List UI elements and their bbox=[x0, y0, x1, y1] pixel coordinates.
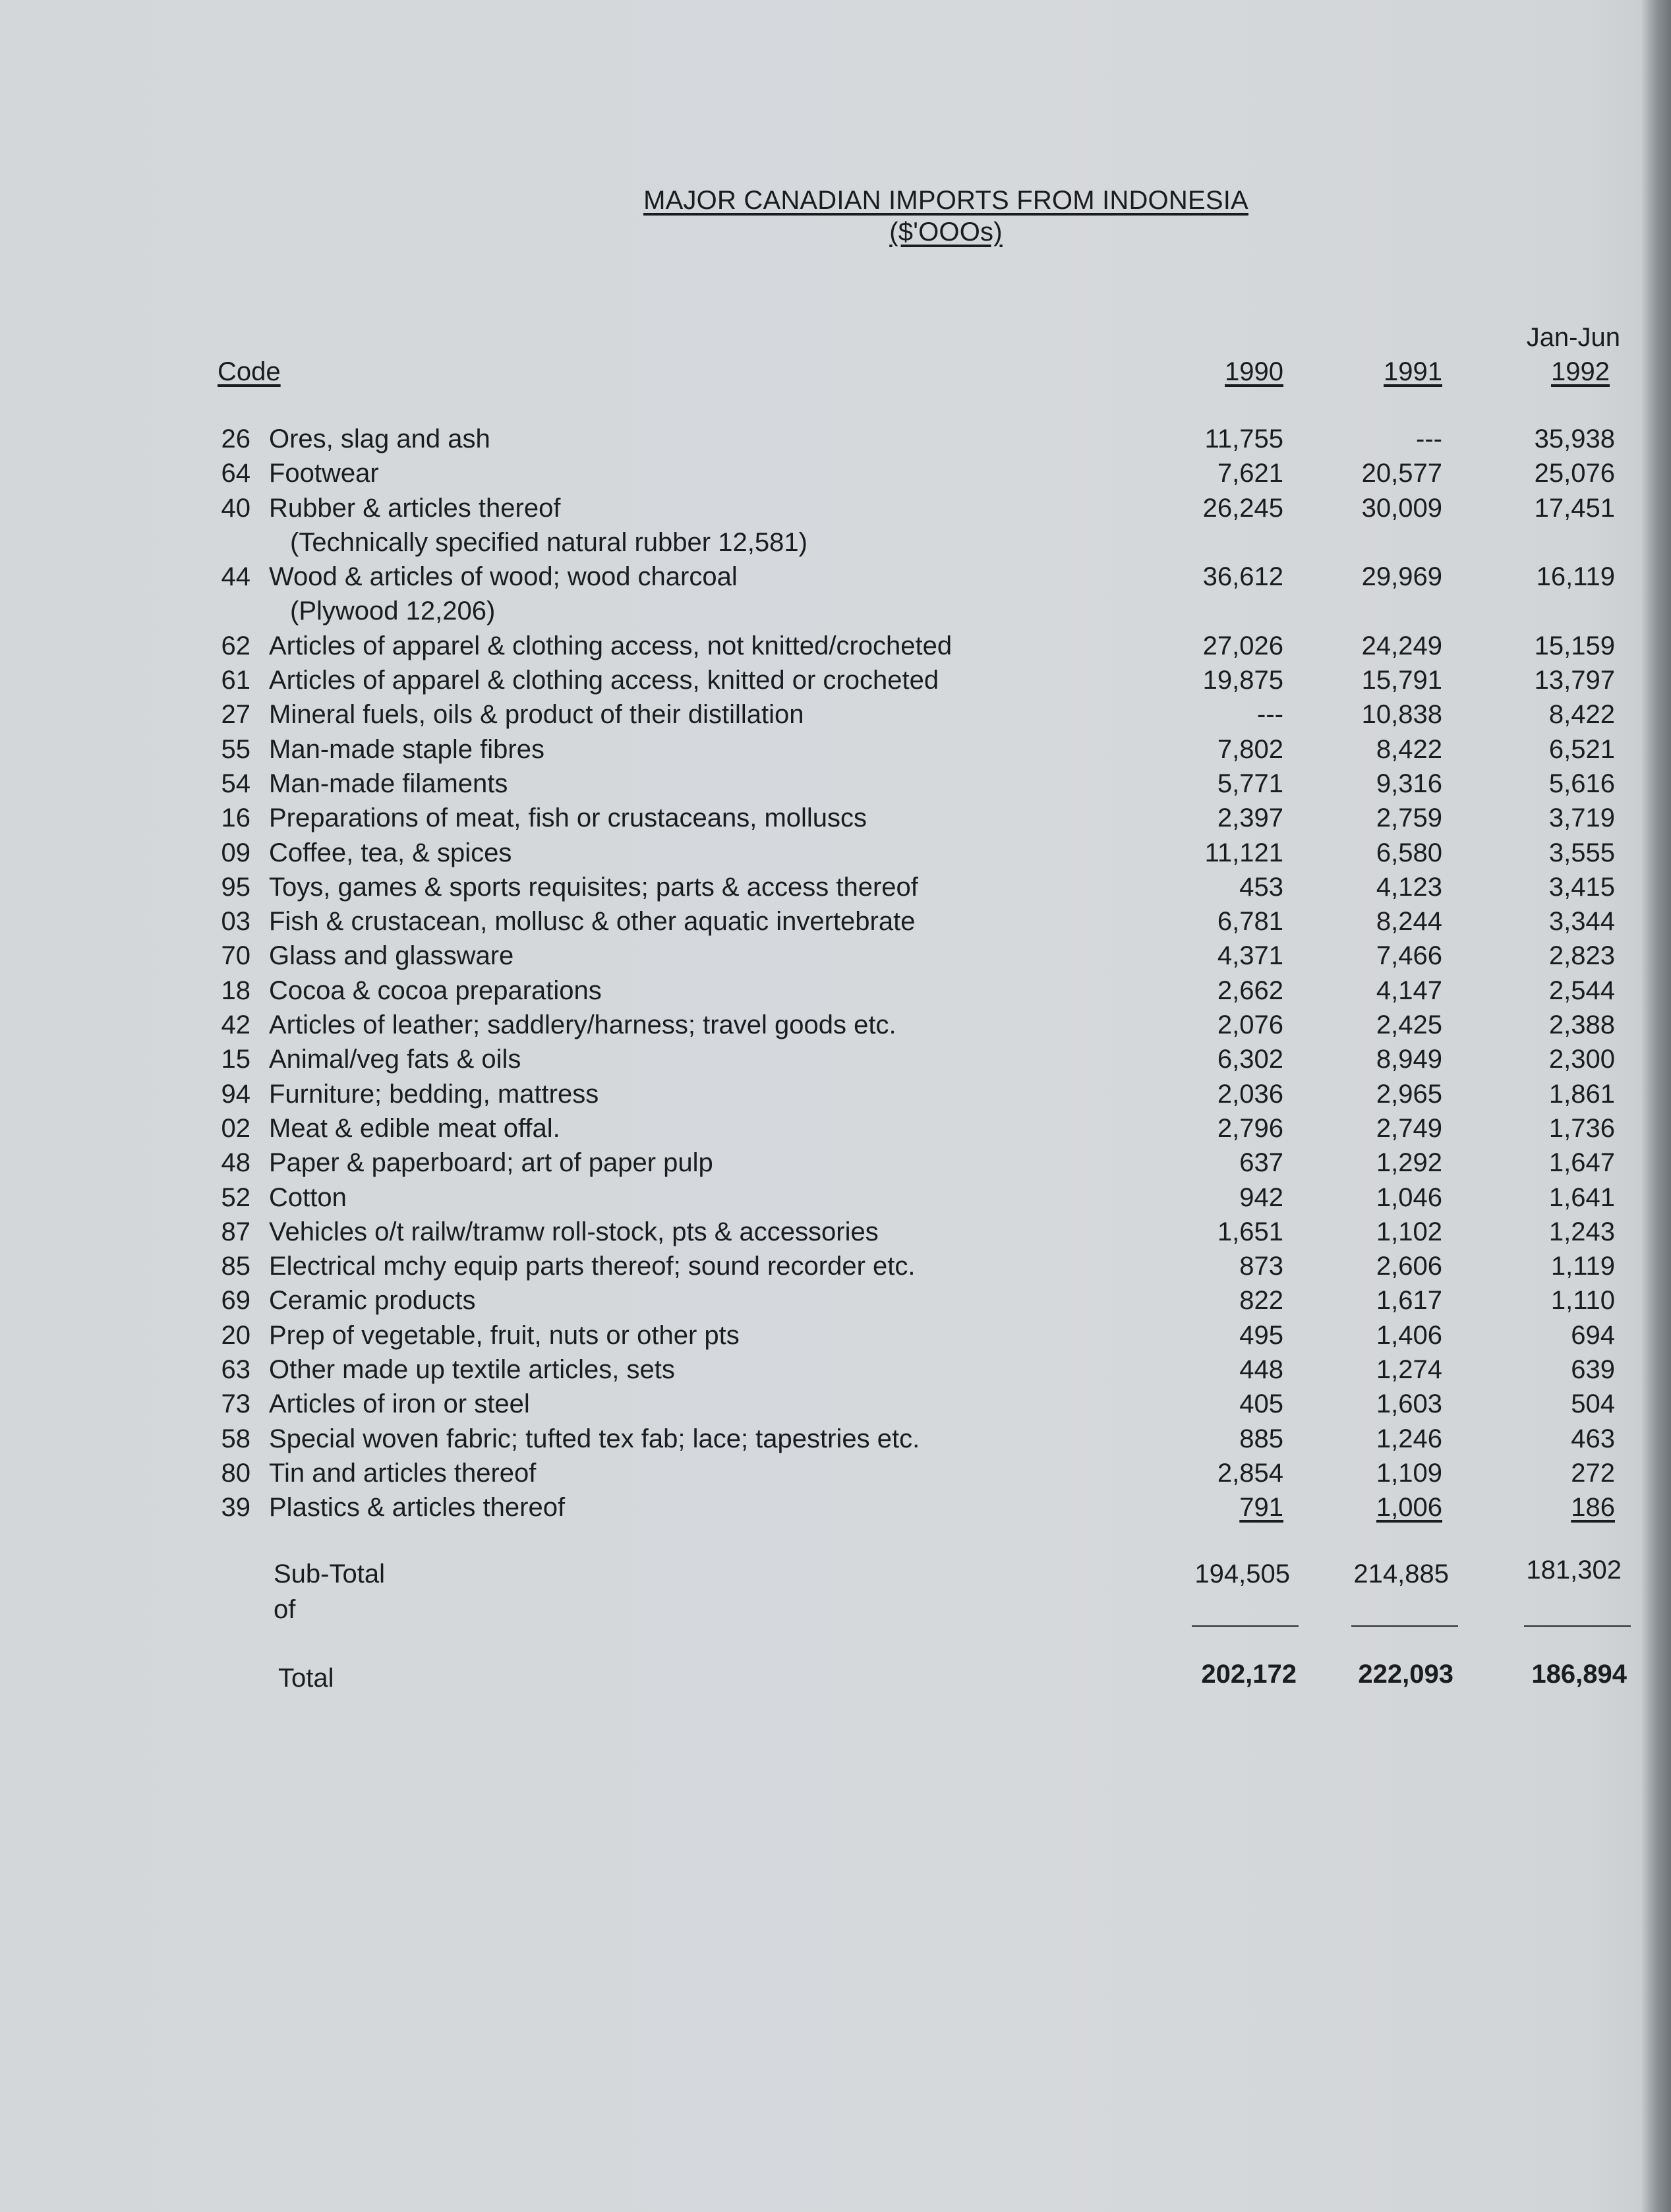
table-row bbox=[0, 1355, 1671, 1389]
row-value-1992: 3,344 bbox=[1548, 907, 1615, 936]
row-description: Electrical mchy equip parts thereof; sound recorder etc. bbox=[269, 1252, 916, 1281]
row-value-1991: 1,406 bbox=[1376, 1321, 1442, 1350]
row-description: Mineral fuels, oils & product of their distillation bbox=[269, 700, 804, 729]
row-value-1990: 2,796 bbox=[1217, 1114, 1283, 1143]
row-code: 54 bbox=[221, 769, 250, 798]
row-value-1990: 11,121 bbox=[1204, 838, 1283, 867]
page-title: MAJOR CANADIAN IMPORTS FROM INDONESIA bbox=[643, 186, 1248, 215]
row-description: Cocoa & cocoa preparations bbox=[269, 976, 602, 1005]
row-value-1991: 1,292 bbox=[1376, 1148, 1442, 1177]
row-description: Articles of apparel & clothing access, not knitted/crocheted bbox=[269, 631, 953, 660]
row-note: (Technically specified natural rubber 12,581) bbox=[290, 528, 807, 557]
row-code: 61 bbox=[221, 666, 250, 695]
row-description: Articles of iron or steel bbox=[269, 1389, 530, 1418]
row-value-1990: 448 bbox=[1239, 1355, 1283, 1384]
row-value-1990: 5,771 bbox=[1217, 769, 1283, 798]
table-row bbox=[0, 1114, 1671, 1148]
table-row bbox=[0, 769, 1671, 803]
row-value-1992: 1,243 bbox=[1548, 1217, 1615, 1246]
row-value-1990: 6,302 bbox=[1217, 1045, 1283, 1074]
page-subtitle: ($'OOOs) bbox=[889, 218, 1003, 247]
row-value-1991: 7,466 bbox=[1376, 941, 1442, 970]
row-value-1990: 2,854 bbox=[1217, 1459, 1283, 1488]
row-code: 95 bbox=[221, 873, 250, 902]
row-value-1990: 7,621 bbox=[1217, 459, 1283, 488]
row-value-1992: 8,422 bbox=[1548, 700, 1615, 729]
row-code: 85 bbox=[221, 1252, 250, 1281]
row-value-1991: 8,949 bbox=[1376, 1045, 1442, 1074]
table-row bbox=[0, 873, 1671, 907]
row-value-1992: 1,641 bbox=[1548, 1183, 1615, 1212]
table-row bbox=[0, 1459, 1671, 1493]
header-code: Code bbox=[218, 357, 281, 386]
row-value-1991: 1,109 bbox=[1376, 1459, 1442, 1488]
header-1991: 1991 bbox=[1384, 357, 1442, 386]
row-value-1992: 186 bbox=[1571, 1493, 1615, 1522]
row-value-1991: 8,422 bbox=[1376, 735, 1442, 764]
row-value-1992: 463 bbox=[1571, 1424, 1615, 1453]
row-value-1992: 1,119 bbox=[1550, 1252, 1615, 1281]
table-row bbox=[0, 1045, 1671, 1079]
row-value-1992: 35,938 bbox=[1534, 424, 1615, 453]
row-code: 64 bbox=[221, 459, 250, 488]
row-code: 70 bbox=[221, 941, 250, 970]
row-description: Toys, games & sports requisites; parts & access thereof bbox=[269, 873, 918, 902]
row-value-1992: 639 bbox=[1571, 1355, 1615, 1384]
row-value-1990: 942 bbox=[1239, 1183, 1283, 1212]
row-value-1990: 2,036 bbox=[1217, 1080, 1283, 1109]
row-description: Articles of leather; saddlery/harness; travel goods etc. bbox=[269, 1010, 896, 1039]
table-row bbox=[0, 1389, 1671, 1424]
row-value-1991: 15,791 bbox=[1361, 666, 1442, 695]
row-description: Ceramic products bbox=[269, 1286, 476, 1315]
row-description: Footwear bbox=[269, 459, 379, 488]
row-value-1990: 19,875 bbox=[1202, 666, 1283, 695]
subtotal-1991: 214,885 bbox=[1353, 1559, 1449, 1588]
table-row bbox=[0, 1252, 1671, 1286]
row-value-1992: 2,300 bbox=[1548, 1045, 1615, 1074]
row-value-1991: 1,603 bbox=[1376, 1389, 1442, 1418]
row-code: 69 bbox=[221, 1286, 250, 1315]
row-code: 18 bbox=[221, 976, 250, 1005]
row-value-1992: 3,555 bbox=[1548, 838, 1615, 867]
row-value-1992: 6,521 bbox=[1548, 735, 1615, 764]
row-value-1991: 1,006 bbox=[1376, 1493, 1442, 1522]
table-row bbox=[0, 1493, 1671, 1527]
row-code: 02 bbox=[221, 1114, 250, 1143]
row-value-1991: 6,580 bbox=[1376, 838, 1442, 867]
row-value-1990: 4,371 bbox=[1217, 941, 1283, 970]
table-row bbox=[0, 907, 1671, 941]
row-description: Man-made filaments bbox=[269, 769, 508, 798]
table-row bbox=[0, 735, 1671, 769]
table-row bbox=[0, 631, 1671, 666]
row-value-1992: 2,544 bbox=[1548, 976, 1615, 1005]
row-code: 55 bbox=[221, 735, 250, 764]
row-value-1991: 9,316 bbox=[1376, 769, 1442, 798]
row-description: Articles of apparel & clothing access, knitted or crocheted bbox=[269, 666, 939, 695]
row-value-1990: 11,755 bbox=[1204, 424, 1283, 453]
subtotal-1992: 181,302 bbox=[1526, 1556, 1622, 1585]
row-value-1992: 2,388 bbox=[1548, 1010, 1615, 1039]
row-value-1990: 822 bbox=[1239, 1286, 1283, 1315]
row-value-1992: 17,451 bbox=[1534, 494, 1615, 523]
row-value-1992: 15,159 bbox=[1534, 631, 1615, 660]
total-rule-1990 bbox=[1192, 1625, 1299, 1627]
table-row bbox=[0, 562, 1671, 597]
table-row bbox=[0, 494, 1671, 528]
row-value-1992: 2,823 bbox=[1548, 941, 1615, 970]
row-value-1992: 504 bbox=[1571, 1389, 1615, 1418]
row-value-1991: 10,838 bbox=[1361, 700, 1442, 729]
row-value-1991: 4,147 bbox=[1376, 976, 1442, 1005]
row-code: 16 bbox=[221, 803, 250, 832]
row-value-1990: 453 bbox=[1239, 873, 1283, 902]
row-value-1992: 25,076 bbox=[1534, 459, 1615, 488]
row-value-1990: 405 bbox=[1239, 1389, 1283, 1418]
table-row bbox=[0, 1424, 1671, 1459]
row-code: 42 bbox=[221, 1010, 250, 1039]
row-value-1992: 1,736 bbox=[1548, 1114, 1615, 1143]
row-code: 58 bbox=[221, 1424, 250, 1453]
row-value-1991: 2,759 bbox=[1376, 803, 1442, 832]
total-1990: 202,172 bbox=[1201, 1660, 1297, 1689]
table-row bbox=[0, 1183, 1671, 1217]
table-row bbox=[0, 803, 1671, 838]
row-code: 48 bbox=[221, 1148, 250, 1177]
row-note: (Plywood 12,206) bbox=[290, 597, 496, 626]
row-description: Special woven fabric; tufted tex fab; lace; tapestries etc. bbox=[269, 1424, 920, 1453]
row-description: Paper & paperboard; art of paper pulp bbox=[269, 1148, 713, 1177]
row-code: 27 bbox=[221, 700, 250, 729]
table-row bbox=[0, 459, 1671, 493]
header-1990: 1990 bbox=[1225, 357, 1283, 386]
row-value-1991: --- bbox=[1416, 424, 1442, 453]
row-value-1990: 495 bbox=[1239, 1321, 1283, 1350]
row-description: Other made up textile articles, sets bbox=[269, 1355, 675, 1384]
row-value-1990: 885 bbox=[1239, 1424, 1283, 1453]
row-code: 39 bbox=[221, 1493, 250, 1522]
total-rule-1991 bbox=[1351, 1625, 1458, 1627]
row-value-1991: 20,577 bbox=[1361, 459, 1442, 488]
table-row bbox=[0, 1148, 1671, 1182]
total-rule-1992 bbox=[1524, 1625, 1631, 1627]
row-value-1991: 2,749 bbox=[1376, 1114, 1442, 1143]
row-value-1991: 29,969 bbox=[1361, 562, 1442, 591]
row-description: Fish & crustacean, mollusc & other aquatic invertebrate bbox=[269, 907, 916, 936]
row-description: Glass and glassware bbox=[269, 941, 514, 970]
row-description: Plastics & articles thereof bbox=[269, 1493, 566, 1522]
table-row bbox=[0, 700, 1671, 734]
table-row bbox=[0, 424, 1671, 459]
row-value-1990: 27,026 bbox=[1202, 631, 1283, 660]
header-1992: 1992 bbox=[1551, 357, 1610, 386]
row-value-1991: 2,425 bbox=[1376, 1010, 1442, 1039]
row-description: Wood & articles of wood; wood charcoal bbox=[269, 562, 738, 591]
row-value-1991: 2,606 bbox=[1376, 1252, 1442, 1281]
row-value-1990: 6,781 bbox=[1217, 907, 1283, 936]
row-description: Animal/veg fats & oils bbox=[269, 1045, 521, 1074]
row-code: 40 bbox=[221, 494, 250, 523]
row-value-1990: 2,076 bbox=[1217, 1010, 1283, 1039]
row-value-1992: 3,719 bbox=[1548, 803, 1615, 832]
row-value-1992: 1,861 bbox=[1548, 1080, 1615, 1109]
row-code: 09 bbox=[221, 838, 250, 867]
row-code: 26 bbox=[221, 424, 250, 453]
row-value-1991: 8,244 bbox=[1376, 907, 1442, 936]
row-value-1990: 36,612 bbox=[1202, 562, 1283, 591]
row-value-1991: 4,123 bbox=[1376, 873, 1442, 902]
row-value-1990: 637 bbox=[1239, 1148, 1283, 1177]
row-code: 52 bbox=[221, 1183, 250, 1212]
table-row bbox=[0, 1080, 1671, 1114]
subtotal-label: Sub-Total bbox=[274, 1559, 385, 1588]
row-description: Furniture; bedding, mattress bbox=[269, 1080, 599, 1109]
row-value-1991: 1,246 bbox=[1376, 1424, 1442, 1453]
total-label: Total bbox=[278, 1664, 334, 1693]
row-value-1992: 694 bbox=[1571, 1321, 1615, 1350]
row-code: 15 bbox=[221, 1045, 250, 1074]
row-description: Prep of vegetable, fruit, nuts or other pts bbox=[269, 1321, 740, 1350]
row-description: Rubber & articles thereof bbox=[269, 494, 561, 523]
subtotal-1990: 194,505 bbox=[1194, 1559, 1290, 1588]
row-value-1992: 272 bbox=[1571, 1459, 1615, 1488]
row-description: Tin and articles thereof bbox=[269, 1459, 537, 1488]
row-value-1992: 5,616 bbox=[1548, 769, 1615, 798]
row-value-1991: 2,965 bbox=[1376, 1080, 1442, 1109]
subtotal-label-of: of bbox=[274, 1595, 296, 1624]
row-code: 44 bbox=[221, 562, 250, 591]
row-value-1990: 791 bbox=[1239, 1493, 1283, 1522]
row-code: 62 bbox=[221, 631, 250, 660]
table-row bbox=[0, 838, 1671, 873]
row-code: 80 bbox=[221, 1459, 250, 1488]
row-value-1991: 1,046 bbox=[1376, 1183, 1442, 1212]
table-row bbox=[0, 1010, 1671, 1045]
row-code: 87 bbox=[221, 1217, 250, 1246]
row-value-1990: --- bbox=[1257, 700, 1283, 729]
row-code: 20 bbox=[221, 1321, 250, 1350]
table-row bbox=[0, 666, 1671, 700]
header-jan-jun: Jan-Jun bbox=[1526, 323, 1620, 352]
table-row bbox=[0, 1217, 1671, 1252]
row-value-1992: 1,647 bbox=[1548, 1148, 1615, 1177]
row-code: 03 bbox=[221, 907, 250, 936]
row-value-1992: 1,110 bbox=[1550, 1286, 1615, 1315]
row-description: Preparations of meat, fish or crustaceans, molluscs bbox=[269, 803, 867, 832]
row-description: Man-made staple fibres bbox=[269, 735, 544, 764]
row-value-1990: 2,662 bbox=[1217, 976, 1283, 1005]
row-value-1991: 1,274 bbox=[1376, 1355, 1442, 1384]
row-value-1990: 7,802 bbox=[1217, 735, 1283, 764]
row-code: 94 bbox=[221, 1080, 250, 1109]
row-description: Cotton bbox=[269, 1183, 347, 1212]
row-description: Vehicles o/t railw/tramw roll-stock, pts & accessories bbox=[269, 1217, 879, 1246]
table-row bbox=[0, 976, 1671, 1010]
row-value-1991: 24,249 bbox=[1361, 631, 1442, 660]
row-description: Ores, slag and ash bbox=[269, 424, 490, 453]
total-1991: 222,093 bbox=[1358, 1660, 1453, 1689]
row-value-1990: 873 bbox=[1239, 1252, 1283, 1281]
row-value-1990: 2,397 bbox=[1217, 803, 1283, 832]
row-code: 63 bbox=[221, 1355, 250, 1384]
row-value-1991: 30,009 bbox=[1361, 494, 1442, 523]
row-value-1992: 16,119 bbox=[1536, 562, 1615, 591]
row-description: Coffee, tea, & spices bbox=[269, 838, 512, 867]
row-value-1990: 26,245 bbox=[1202, 494, 1283, 523]
table-row bbox=[0, 1286, 1671, 1320]
table-row bbox=[0, 941, 1671, 975]
row-value-1991: 1,102 bbox=[1376, 1217, 1442, 1246]
row-value-1992: 13,797 bbox=[1534, 666, 1615, 695]
row-value-1992: 3,415 bbox=[1548, 873, 1615, 902]
table-row bbox=[0, 1321, 1671, 1355]
row-value-1990: 1,651 bbox=[1217, 1217, 1283, 1246]
row-description: Meat & edible meat offal. bbox=[269, 1114, 560, 1143]
total-1992: 186,894 bbox=[1531, 1660, 1627, 1689]
row-value-1991: 1,617 bbox=[1376, 1286, 1442, 1315]
row-code: 73 bbox=[221, 1389, 250, 1418]
